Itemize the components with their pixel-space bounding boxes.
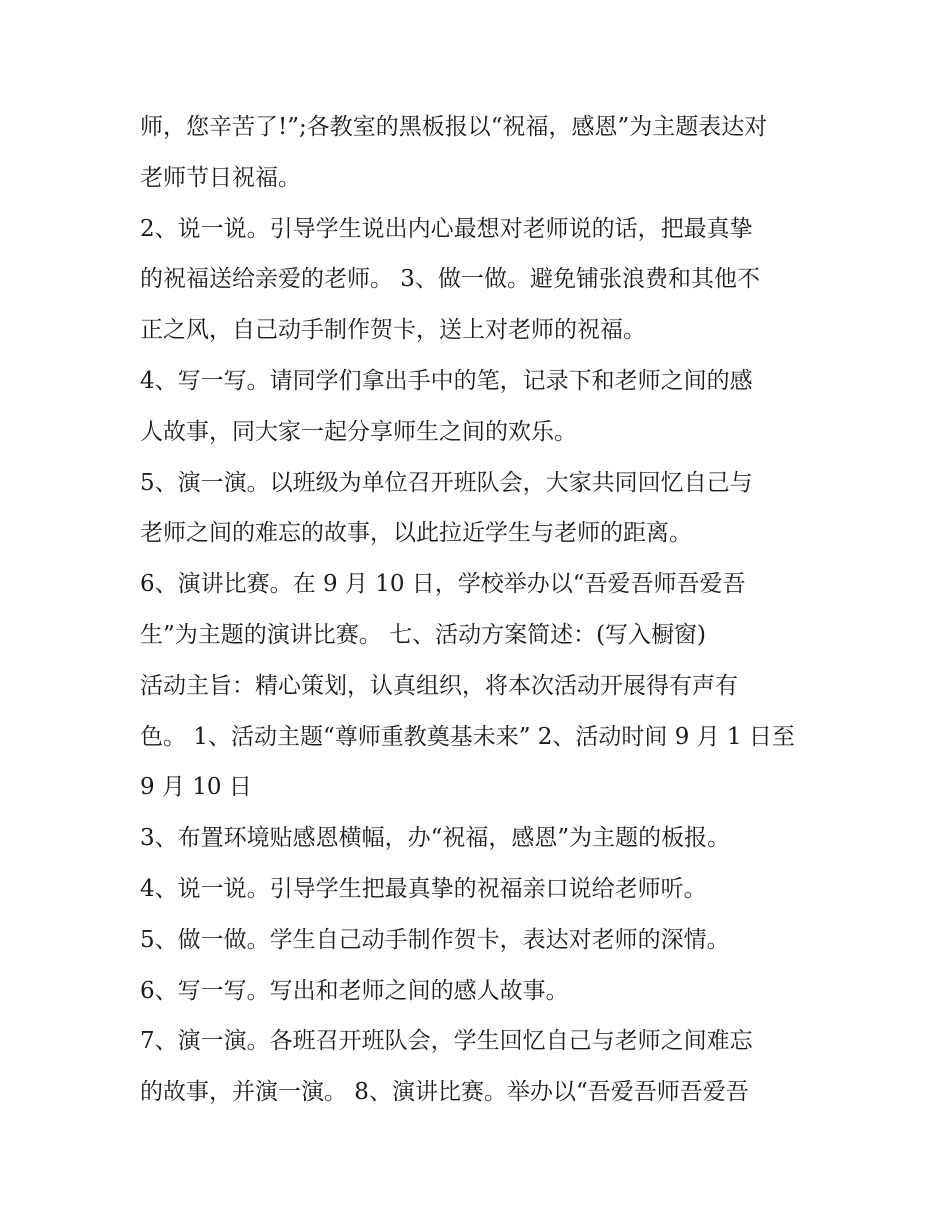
text-line: 6、演讲比赛。在 9 月 10 日，学校举办以“吾爱吾师吾爱吾 — [140, 571, 746, 598]
text-line: 人故事，同大家一起分享师生之间的欢乐。 — [140, 418, 577, 445]
text-line: 活动主旨：精心策划，认真组织，将本次活动开展得有声有 — [140, 672, 738, 699]
text-line: 老师节日祝福。 — [140, 164, 301, 191]
text-line: 5、做一做。学生自己动手制作贺卡，表达对老师的深情。 — [140, 926, 730, 953]
text-line: 的故事，并演一演。 8、演讲比赛。举办以“吾爱吾师吾爱吾 — [140, 1079, 749, 1106]
text-line: 生”为主题的演讲比赛。 七、活动方案简述：(写入橱窗) — [140, 621, 707, 648]
text-line: 2、说一说。引导学生说出内心最想对老师说的话，把最真挚 — [140, 215, 753, 242]
body-text — [140, 102, 840, 1118]
text-line: 老师之间的难忘的故事，以此拉近学生与老师的距离。 — [140, 520, 692, 547]
text-line: 正之风，自己动手制作贺卡，送上对老师的祝福。 — [140, 317, 646, 344]
text-line: 师，您辛苦了!”;各教室的黑板报以“祝福，感恩”为主题表达对 — [140, 114, 768, 140]
text-line: 6、写一写。写出和老师之间的感人故事。 — [140, 977, 569, 1004]
text-line: 4、写一写。请同学们拿出手中的笔，记录下和老师之间的感 — [140, 367, 753, 394]
text-line: 色。 1、活动主题“尊师重教奠基未来” 2、活动时间 9 月 1 日至 — [140, 723, 795, 750]
text-line: 9 月 10 日 — [140, 774, 252, 801]
text-line: 的祝福送给亲爱的老师。 3、做一做。避免铺张浪费和其他不 — [140, 266, 760, 293]
text-line: 5、演一演。以班级为单位召开班队会，大家共同回忆自己与 — [140, 469, 753, 496]
text-line: 4、说一说。引导学生把最真挚的祝福亲口说给老师听。 — [140, 875, 707, 902]
text-line: 3、布置环境贴感恩横幅，办“祝福，感恩”为主题的板报。 — [140, 825, 731, 852]
text-line: 7、演一演。各班召开班队会，学生回忆自己与老师之间难忘 — [140, 1028, 753, 1055]
